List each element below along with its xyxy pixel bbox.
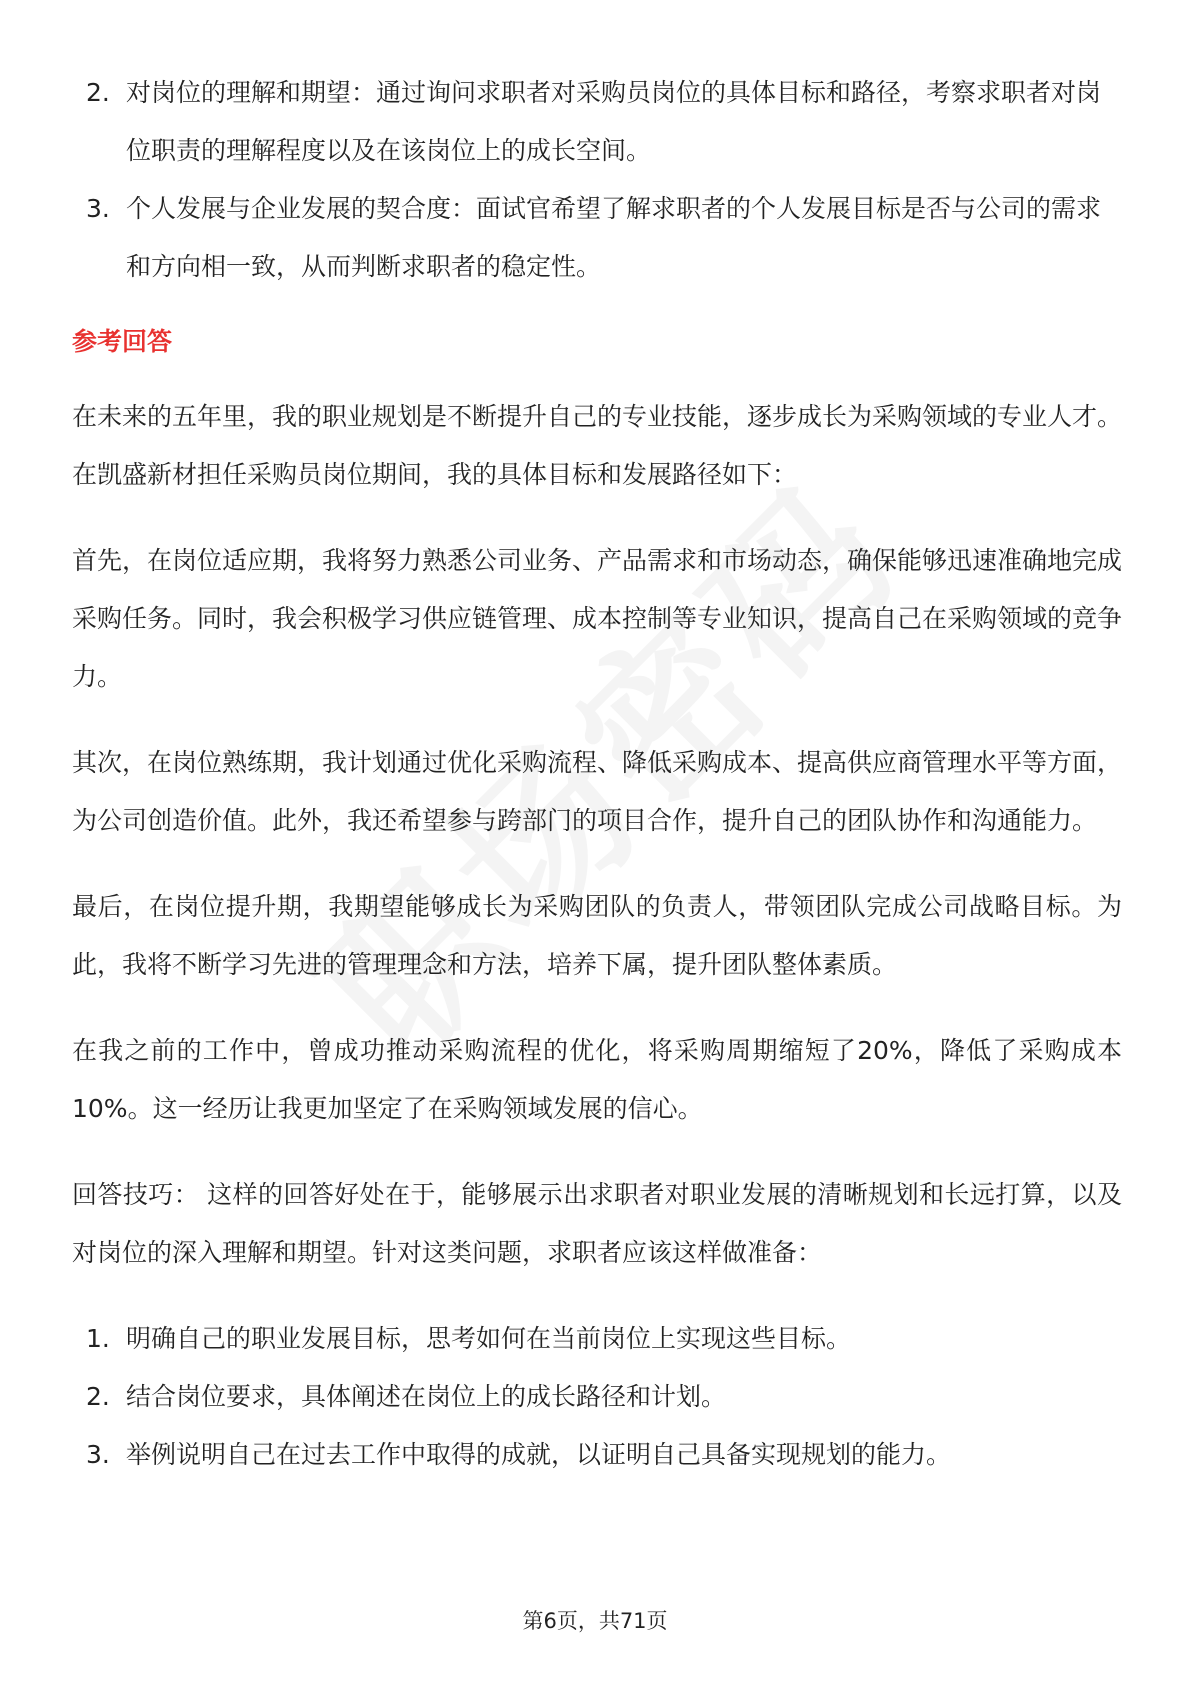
list-item-number: 1.	[86, 1324, 110, 1353]
list-item	[72, 180, 1122, 296]
answer-paragraph: 其次，在岗位熟练期，我计划通过优化采购流程、降低采购成本、提高供应商管理水平等方面，为公司创造价值。此外，我还希望参与跨部门的项目合作，提升自己的团队协作和沟通能力。	[72, 748, 1123, 835]
tips-paragraph	[72, 1166, 1122, 1282]
list-item-number: 3.	[86, 194, 110, 223]
list-item-text: 明确自己的职业发展目标，思考如何在当前岗位上实现这些目标。	[126, 1324, 852, 1353]
list-item-text: 举例说明自己在过去工作中取得的成就，以证明自己具备实现规划的能力。	[126, 1440, 952, 1469]
list-item-text: 对岗位的理解和期望：通过询问求职者对采购员岗位的具体目标和路径，考察求职者对岗位职责的理解程度以及在该岗位上的成长空间。	[126, 78, 1102, 165]
list-item	[72, 1426, 1122, 1484]
list-item-text: 个人发展与企业发展的契合度：面试官希望了解求职者的个人发展目标是否与公司的需求和方向相一致，从而判断求职者的稳定性。	[126, 194, 1102, 281]
document-content	[72, 64, 1122, 1484]
list-item	[72, 1368, 1122, 1426]
page-number: 第6页，共71页	[522, 1609, 668, 1633]
list-item	[72, 64, 1122, 180]
list-item-number: 2.	[86, 78, 110, 107]
answer-paragraph: 首先，在岗位适应期，我将努力熟悉公司业务、产品需求和市场动态，确保能够迅速准确地完成采购任务。同时，我会积极学习供应链管理、成本控制等专业知识，提高自己在采购领域的竞争力。	[72, 546, 1123, 691]
preparation-list	[72, 1310, 1122, 1484]
answer-paragraph: 在我之前的工作中，曾成功推动采购流程的优化，将采购周期缩短了20%，降低了采购成本10%。这一经历让我更加坚定了在采购领域发展的信心。	[72, 1036, 1122, 1123]
answer-paragraph: 在未来的五年里，我的职业规划是不断提升自己的专业技能，逐步成长为采购领域的专业人才。在凯盛新材担任采购员岗位期间，我的具体目标和发展路径如下：	[72, 402, 1123, 489]
answer-paragraph: 最后，在岗位提升期，我期望能够成长为采购团队的负责人，带领团队完成公司战略目标。为此，我将不断学习先进的管理理念和方法，培养下属，提升团队整体素质。	[72, 892, 1122, 979]
tips-label: 回答技巧：	[72, 1180, 200, 1209]
list-item-text: 结合岗位要求，具体阐述在岗位上的成长路径和计划。	[126, 1382, 727, 1411]
section-heading: 参考回答	[72, 327, 173, 356]
criteria-list	[72, 64, 1122, 296]
list-item-number: 3.	[86, 1440, 110, 1469]
list-item	[72, 1310, 1122, 1368]
tips-text: 这样的回答好处在于，能够展示出求职者对职业发展的清晰规划和长远打算，以及对岗位的深入理解和期望。针对这类问题，求职者应该这样做准备：	[72, 1180, 1122, 1267]
list-item-number: 2.	[86, 1382, 110, 1411]
